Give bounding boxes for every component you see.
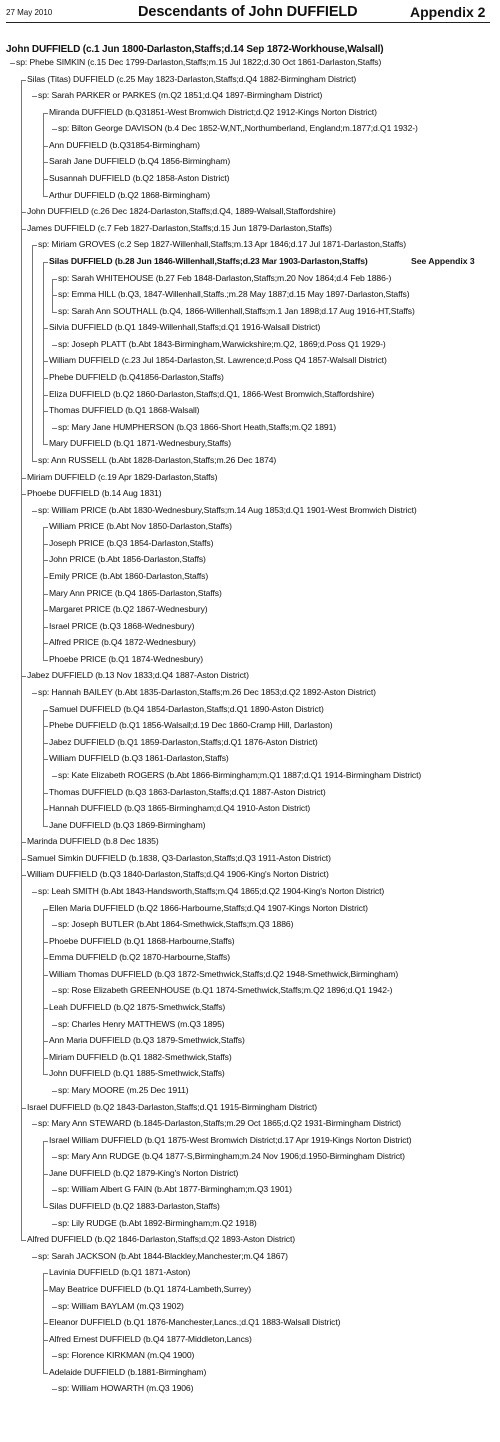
descendant-entry: Jabez DUFFIELD (b.Q1 1859-Darlaston,Staffs;d.Q1 1876-Aston District) (49, 736, 318, 747)
descendant-entry: Mary DUFFIELD (b.Q1 1871-Wednesbury,Staffs) (49, 438, 231, 449)
spouse-entry: sp: Sarah PARKER or PARKES (m.Q2 1851;d.Q4 1897-Birmingham District) (38, 90, 323, 101)
tree-guide-line (52, 295, 53, 312)
tree-connector (52, 1190, 57, 1191)
spouse-entry: sp: Sarah Ann SOUTHALL (b.Q4, 1866-Willenhall,Staffs;m.1 Jan 1898;d.17 Aug 1916-HT,Staffs) (58, 305, 415, 316)
descendant-entry: Silas DUFFIELD (b.28 Jun 1846-Willenhall,Staffs;d.23 Mar 1903-Darlaston,Staffs) (49, 255, 368, 266)
descendant-entry: Phoebe DUFFIELD (b.14 Aug 1831) (27, 488, 162, 499)
descendant-entry: Hannah DUFFIELD (b.Q3 1865-Birmingham;d.Q4 1910-Aston District) (49, 803, 311, 814)
tree-connector (43, 660, 48, 661)
spouse-entry: sp: Mary MOORE (m.25 Dec 1911) (58, 1084, 189, 1095)
tree-guide-line (43, 1340, 44, 1373)
descendant-entry: John DUFFIELD (c.26 Dec 1824-Darlaston,Staffs;d.Q4, 1889-Walsall,Staffordshire) (27, 206, 336, 217)
tree-connector (52, 1389, 57, 1390)
descendant-entry: Jane DUFFIELD (b.Q2 1879-King's Norton District) (49, 1167, 239, 1178)
descendant-entry: Miriam DUFFIELD (b.Q1 1882-Smethwick,Staffs) (49, 1051, 232, 1062)
tree-connector (21, 1240, 26, 1241)
tree-guide-line (43, 643, 44, 660)
tree-connector (32, 693, 37, 694)
tree-guide-line (32, 245, 33, 461)
spouse-entry: sp: Kate Elizabeth ROGERS (b.Abt 1866-Birmingham;m.Q1 1887;d.Q1 1914-Birmingham District) (58, 769, 422, 780)
tree-connector (10, 63, 15, 64)
descendant-entry: William DUFFIELD (b.Q3 1840-Darlaston,Staffs;d.Q4 1906-King's Norton District) (27, 869, 329, 880)
descendant-entry: Samuel Simkin DUFFIELD (b.1838, Q3-Darlaston,Staffs;d.Q3 1911-Aston District) (27, 852, 331, 863)
appendix-label: Appendix 2 (410, 4, 486, 20)
spouse-entry: sp: Mary Ann STEWARD (b.1845-Darlaston,Staffs;m.29 Oct 1865;d.Q2 1931-Birmingham District) (38, 1118, 402, 1129)
descendant-entry: Alfred Ernest DUFFIELD (b.Q4 1877-Middleton,Lancs) (49, 1333, 252, 1344)
spouse-entry: sp: Sarah WHITEHOUSE (b.27 Feb 1848-Darlaston,Staffs;m.20 Nov 1864;d.4 Feb 1886-) (58, 272, 392, 283)
tree-connector (43, 1207, 48, 1208)
descendant-entry: Marinda DUFFIELD (b.8 Dec 1835) (27, 836, 159, 847)
descendant-entry: Jane DUFFIELD (b.Q3 1869-Birmingham) (49, 819, 206, 830)
tree-connector (52, 312, 57, 313)
spouse-entry: sp: Leah SMITH (b.Abt 1843-Handsworth,Staffs;m.Q4 1865;d.Q2 1904-King's Norton District) (38, 886, 385, 896)
tree-connector (52, 1025, 57, 1026)
descendant-entry: Samuel DUFFIELD (b.Q4 1854-Darlaston,Staffs;d.Q1 1890-Aston District) (49, 703, 324, 714)
header-divider (6, 22, 490, 23)
page-title: Descendants of John DUFFIELD (138, 4, 358, 20)
spouse-entry: sp: Miriam GROVES (c.2 Sep 1827-Willenhall,Staffs;m.13 Apr 1846;d.17 Jul 1871-Darlaston,Staffs) (38, 239, 407, 250)
descendant-entry: Jabez DUFFIELD (b.13 Nov 1833;d.Q4 1887-Aston District) (27, 670, 249, 681)
descendant-entry: William DUFFIELD (c.23 Jul 1854-Darlaston,St. Lawrence;d.Poss Q4 1857-Walsall District) (49, 355, 387, 366)
descendant-entry: Joseph PRICE (b.Q3 1854-Darlaston,Staffs) (49, 537, 214, 548)
descendant-entry: Mary Ann PRICE (b.Q4 1865-Darlaston,Staffs) (49, 587, 222, 598)
tree-connector (43, 196, 48, 197)
spouse-entry: sp: Florence KIRKMAN (m.Q4 1900) (58, 1350, 195, 1361)
tree-connector (43, 826, 48, 827)
descendant-entry: James DUFFIELD (c.7 Feb 1827-Darlaston,Staffs;d.15 Jun 1879-Darlaston,Staffs) (27, 222, 332, 233)
tree-connector (52, 1307, 57, 1308)
spouse-entry: sp: Rose Elizabeth GREENHOUSE (b.Q1 1874-Smethwick,Staffs;m.Q2 1896;d.Q1 1942-) (58, 985, 393, 996)
tree-connector (52, 1157, 57, 1158)
descendant-entry: Margaret PRICE (b.Q2 1867-Wednesbury) (49, 604, 208, 615)
tree-guide-line (43, 1174, 44, 1207)
descendant-entry: Phoebe PRICE (b.Q1 1874-Wednesbury) (49, 653, 203, 664)
spouse-entry: sp: William Albert G FAIN (b.Abt 1877-Birmingham;m.Q3 1901) (58, 1184, 292, 1195)
descendant-entry: Alfred PRICE (b.Q4 1872-Wednesbury) (49, 637, 196, 648)
descendant-entry: Phebe DUFFIELD (b.Q41856-Darlaston,Staffs) (49, 372, 224, 383)
spouse-entry: sp: William BAYLAM (m.Q3 1902) (58, 1300, 184, 1311)
descendant-entry: William Thomas DUFFIELD (b.Q3 1872-Smethwick,Staffs;d.Q2 1948-Smethwick,Birmingham) (49, 968, 399, 979)
tree-connector (52, 776, 57, 777)
spouse-entry: sp: Mary Ann RUDGE (b.Q4 1877-S,Birmingham;m.24 Nov 1906;d.1950-Birmingham District) (58, 1151, 405, 1162)
descendant-entry: Adelaide DUFFIELD (b.1881-Birmingham) (49, 1366, 207, 1377)
tree-guide-line (21, 1108, 22, 1241)
spouse-entry: sp: Phebe SIMKIN (c.15 Dec 1799-Darlaston,Staffs;m.15 Jul 1822;d.30 Oct 1861-Darlaston,Staffs) (16, 57, 382, 67)
tree-connector (32, 892, 37, 893)
spouse-entry: sp: Joseph PLATT (b.Abt 1843-Birmingham,Warwickshire;m.Q2, 1869;d.Poss Q1 1929-) (58, 338, 386, 349)
spouse-entry: sp: Lily RUDGE (b.Abt 1892-Birmingham;m.Q2 1918) (58, 1217, 257, 1228)
tree-connector (32, 1124, 37, 1125)
descendant-entry: John PRICE (b.Abt 1856-Darlaston,Staffs) (49, 554, 206, 565)
descendant-entry: Ann DUFFIELD (b.Q31854-Birmingham) (49, 139, 200, 150)
descendant-entry: Ellen Maria DUFFIELD (b.Q2 1866-Harbourne,Staffs;d.Q4 1907-Kings Norton District) (49, 902, 368, 913)
tree-connector (43, 444, 48, 445)
tree-connector (32, 461, 37, 462)
descendant-entry: William DUFFIELD (b.Q3 1861-Darlaston,Staffs) (49, 753, 229, 764)
spouse-entry: sp: Charles Henry MATTHEWS (m.Q3 1895) (58, 1018, 225, 1029)
spouse-entry: sp: Ann RUSSELL (b.Abt 1828-Darlaston,Staffs;m.26 Dec 1874) (38, 454, 277, 465)
descendant-entry: Silas DUFFIELD (b.Q2 1883-Darlaston,Staffs) (49, 1201, 220, 1212)
descendant-entry: Susannah DUFFIELD (b.Q2 1858-Aston District) (49, 173, 230, 184)
descendant-entry: Arthur DUFFIELD (b.Q2 1868-Birmingham) (49, 189, 210, 200)
tree-connector (52, 925, 57, 926)
descendant-entry: Silvia DUFFIELD (b.Q1 1849-Willenhall,Staffs;d.Q1 1916-Walsall District) (49, 322, 321, 333)
tree-connector (52, 1224, 57, 1225)
tree-connector (52, 129, 57, 130)
tree-connector (32, 1257, 37, 1258)
descendant-entry: Thomas DUFFIELD (b.Q3 1863-Darlaston,Staffs;d.Q1 1887-Aston District) (49, 786, 326, 797)
spouse-entry: sp: Emma HILL (b.Q3, 1847-Willenhall,Staffs.;m.28 May 1887;d.15 May 1897-Darlaston,Staffs) (58, 289, 410, 300)
descendant-entry: Leah DUFFIELD (b.Q2 1875-Smethwick,Staffs) (49, 1002, 226, 1013)
descendant-entry: Phoebe DUFFIELD (b.Q1 1868-Harbourne,Staffs) (49, 935, 235, 946)
spouse-entry: sp: Joseph BUTLER (b.Abt 1864-Smethwick,Staffs;m.Q3 1886) (58, 919, 294, 930)
descendant-entry: May Beatrice DUFFIELD (b.Q1 1874-Lambeth,Surrey) (49, 1283, 252, 1294)
tree-connector (32, 96, 37, 97)
spouse-entry: sp: Hannah BAILEY (b.Abt 1835-Darlaston,Staffs;m.26 Dec 1853;d.Q2 1892-Aston District) (38, 687, 376, 698)
root-person: John DUFFIELD (c.1 Jun 1800-Darlaston,Staffs;d.14 Sep 1872-Workhouse,Walsall) (6, 44, 384, 55)
descendant-entry: Emma DUFFIELD (b.Q2 1870-Harbourne,Staffs) (49, 952, 230, 963)
descendant-entry: Alfred DUFFIELD (b.Q2 1846-Darlaston,Staffs;d.Q2 1893-Aston District) (27, 1234, 296, 1245)
tree-connector (43, 1373, 48, 1374)
tree-connector (52, 1091, 57, 1092)
report-date: 27 May 2010 (6, 8, 53, 17)
descendant-entry: Israel PRICE (b.Q3 1868-Wednesbury) (49, 620, 195, 631)
spouse-entry: sp: Sarah JACKSON (b.Abt 1844-Blackley,Manchester;m.Q4 1867) (38, 1250, 288, 1261)
descendant-entry: Ann Maria DUFFIELD (b.Q3 1879-Smethwick,Staffs) (49, 1035, 245, 1046)
spouse-entry: sp: William HOWARTH (m.Q3 1906) (58, 1383, 194, 1394)
spouse-entry: sp: Bilton George DAVISON (b.4 Dec 1852-W,NT,,Northumberland, England;m.1877;d.Q1 1932-) (58, 123, 418, 134)
appendix-reference: See Appendix 3 (411, 255, 475, 266)
descendant-entry: Israel DUFFIELD (b.Q2 1843-Darlaston,Staffs;d.Q1 1915-Birmingham District) (27, 1101, 317, 1112)
tree-guide-line (43, 1058, 44, 1075)
descendant-entry: Thomas DUFFIELD (b.Q1 1868-Walsall) (49, 405, 200, 416)
descendant-entry: William PRICE (b.Abt Nov 1850-Darlaston,Staffs) (49, 521, 232, 532)
descendant-entry: Eliza DUFFIELD (b.Q2 1860-Darlaston,Staffs;d.Q1, 1866-West Bromwich,Staffordshire) (49, 388, 375, 399)
descendant-entry: Phebe DUFFIELD (b.Q1 1856-Walsall;d.19 Dec 1860-Cramp Hill, Darlaston) (49, 720, 333, 731)
descendant-entry: Miriam DUFFIELD (c.19 Apr 1829-Darlaston,Staffs) (27, 471, 218, 482)
descendant-entry: Miranda DUFFIELD (b.Q31851-West Bromwich District;d.Q2 1912-Kings Norton District) (49, 106, 377, 117)
descendant-entry: Lavinia DUFFIELD (b.Q1 1871-Aston) (49, 1267, 191, 1278)
tree-connector (52, 428, 57, 429)
tree-guide-line (43, 411, 44, 444)
tree-connector (52, 1356, 57, 1357)
descendant-entry: Sarah Jane DUFFIELD (b.Q4 1856-Birmingham) (49, 156, 231, 167)
descendant-entry: John DUFFIELD (b.Q1 1885-Smethwick,Staffs) (49, 1068, 225, 1079)
descendant-entry: Israel William DUFFIELD (b.Q1 1875-West Bromwich District;d.17 Apr 1919-Kings Norton District) (49, 1134, 412, 1145)
tree-connector (32, 511, 37, 512)
tree-guide-line (43, 179, 44, 196)
descendant-entry: Eleanor DUFFIELD (b.Q1 1876-Manchester,Lancs.;d.Q1 1883-Walsall District) (49, 1317, 341, 1328)
descendant-entry: Emily PRICE (b.Abt 1860-Darlaston,Staffs) (49, 570, 209, 581)
tree-connector (43, 1074, 48, 1075)
spouse-entry: sp: Mary Jane HUMPHERSON (b.Q3 1866-Short Heath,Staffs;m.Q2 1891) (58, 421, 337, 432)
spouse-entry: sp: William PRICE (b.Abt 1830-Wednesbury,Staffs;m.14 Aug 1853;d.Q1 1901-West Bromwich District) (38, 504, 417, 515)
tree-connector (52, 345, 57, 346)
tree-guide-line (43, 809, 44, 826)
tree-connector (52, 991, 57, 992)
descendant-entry: Silas (Titas) DUFFIELD (c.25 May 1823-Darlaston,Staffs;d.Q4 1882-Birmingham District) (27, 73, 357, 84)
